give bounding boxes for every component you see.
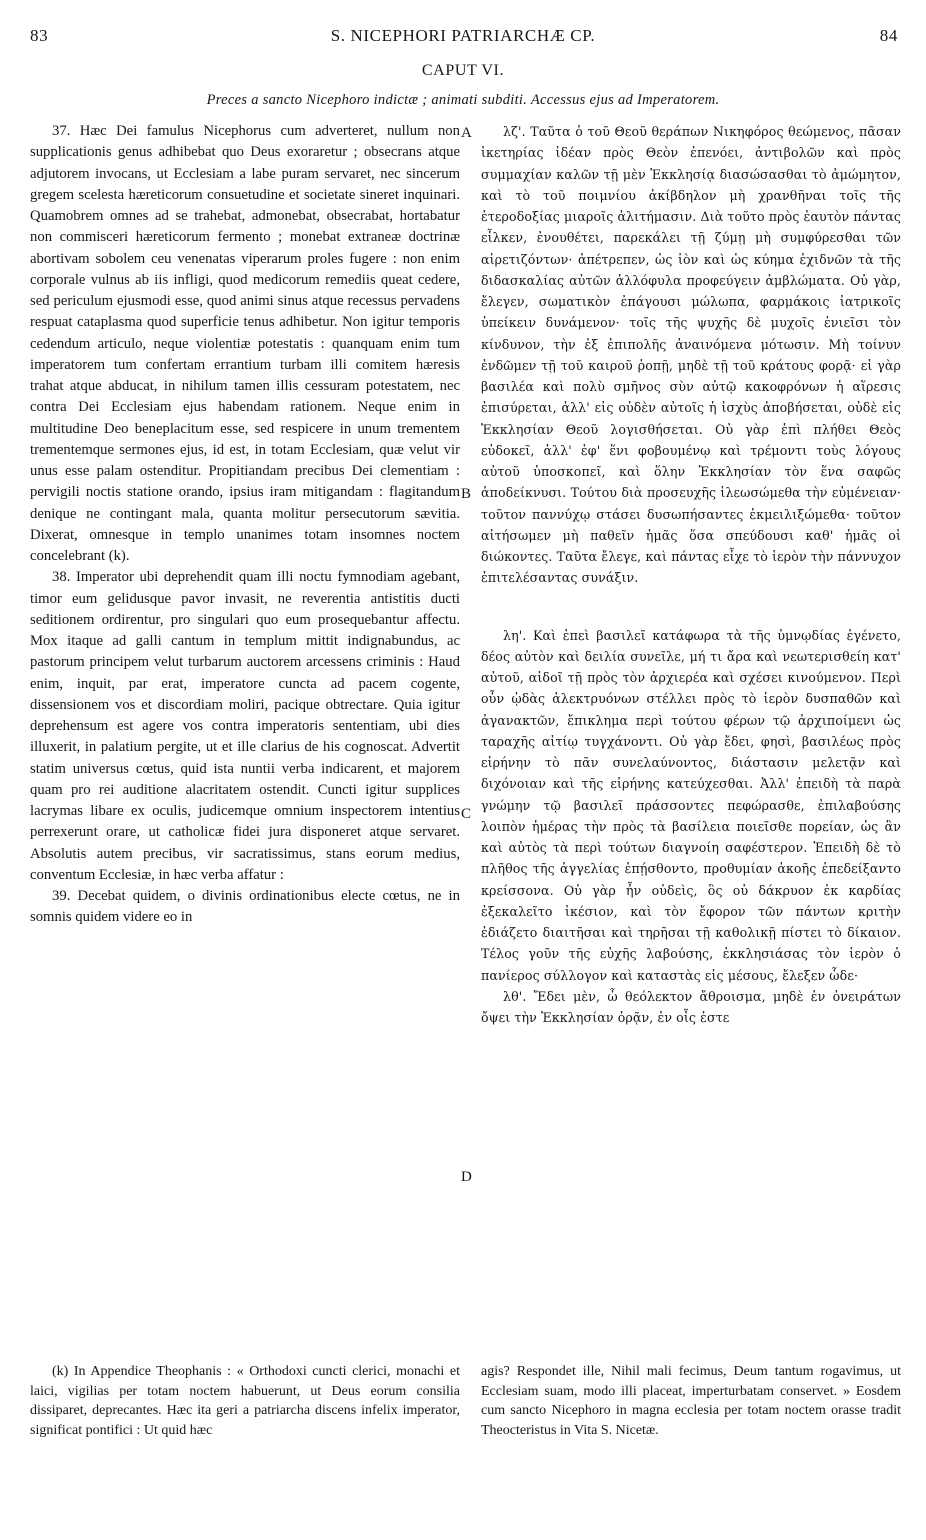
greek-paragraph-39: λθ'. Ἔδει μὲν, ὦ θεόλεκτον ἄθροισμα, μηδὲ ἐν ὀνειράτων ὄψει τὴν Ἐκκλησίαν ὁρᾷν, ἐν οἷς ἐστε bbox=[481, 988, 901, 1025]
greek-column bbox=[481, 121, 901, 1028]
greek-paragraph-37: λζ'. Ταῦτα ὁ τοῦ Θεοῦ θεράπων Νικηφόρος θεώμενος, πᾶσαν ἱκετηρίας ἰδέαν πρὸς Θεὸν ἐπενόει, ἀντιβολῶν καὶ πρὸς συμμαχίαν καλῶν τῇ μὲν Ἐκκλησίᾳ διασώσασθαι τὸ ἀμώμητον, καὶ τὸ τοῦ ποιμνίου ἀκίβδηλον μὴ χρανθῆναι τοῖς τῆς ἑτεροδοξίας μιαροῖς ἀλιτήμασιν. Διὰ τοῦτο πρὸς ἑαυτὸν πάντας εἷλκεν, ἐνουθέτει, παρεκάλει τῇ ζύμῃ μὴ συμφύρεσθαι τῶν αἱρετιζόντων· ἀπέτρεπεν, ὡς ἰὸν καὶ ὡς κύημα ἐχιδνῶν τὰ τῆς διδασκαλίας αὐτῶν ἀλλόφυλα προφεύγειν ἀμβλώματα. Οὐ γὰρ, ἔλεγεν, σωματικὸν ἐπάγουσι μώλωπα, φαρμάκοις ἰατρικοῖς ὑπείκειν δυνάμενον· τοῖς τῆς ψυχῆς δὲ μυχοῖς ἐνιεῖσι τὸν κίνδυνον, τὴν ἐξ ἐπιπολῆς ἀναινόμενα μότωσιν. Μὴ τοίνυν ἐνδῶμεν τῇ τοῦ καιροῦ ῥοπῇ, μηδὲ τῇ τοῦ κράτους φορᾷ· εἰ γὰρ βασιλέα καὶ πολὺ σμῆνος σὺν αὐτῷ κακοφρόνων ἡ αἵρεσις ἐπισύρεται, ἀλλ' εἰς οὐδὲν αὐτοῖς ἡ ἰσχὺς ἀποβήσεται, οὐδὲ εἰς Ἐκκλησίαν Θεοῦ λογισθήσεται. Οὐ γὰρ ἐπὶ πλήθει Θεὸς εὐδοκεῖ, ἀλλ' ἐφ' ἕνι φοβουμένῳ καὶ τρέμοντι τοὺς λόγους αὐτοῦ ὑποσκοπεῖ, καὶ ὅλην Ἐκκλησίαν τὸν ἕνα σαφῶς ἀποδείκνυσι. Τούτου διὰ προσευχῆς ἱλεωσώμεθα τὴν εὐμένειαν· τοῦτον παννύχῳ στάσει δυσωπήσαντες ἐκμειλιξώμεθα· τοῦτον αἰτήσωμεν μὴ παθεῖν ἡμᾶς ὅσα σπεύδουσι καθ' ἡμᾶς οἱ διώκοντες. Ταῦτα ἔλεγε, καὶ πάντας εἶχε τὸ ἱερὸν τὴν πάννυχον ἐπιτελέσαντας συνάξιν. bbox=[481, 124, 901, 586]
latin-paragraph-38: 38. Imperator ubi deprehendit quam illi noctu fymnodiam agebant, timor eum gelidusque pavor invasit, ne reverentia antistitis ducti seditionem ordirentur, pro singulari quo eum prosequebantur affectu. Mox itaque ad galli cantum in templum mittit indignabundus, ac pastorum principem velut turbarum auctorem arcessens criminis : Haud enim, inquit, par erat, imperatore cuncta ad pacem cogente, dissensionem vos et discordiam moliri, pacique obtrectare. Quia igitur deprehensum est agere vos contra imperatoris sententiam, ubi dies illuxerit, in palatium pergite, ut et ille clarius de his cognoscat. Advertit statim universus cœtus, quid ista nuntii verba indicarent, et majorem quam pro rei auditione alacritatem ostendit. Cuncti igitur supplices lacrymas libare ex oculis, judicemque omnium inspectorem intentius perrexerunt orare, ut catholicæ fidei jura disponeret atque servaret. Absolutis autem precibus, vir sacratissimus, stans eorum medius, conventum Ecclesiæ, in hæc verba affatur : bbox=[30, 569, 460, 883]
chapter-heading: CAPUT VI. bbox=[421, 62, 505, 79]
latin-column bbox=[30, 121, 460, 929]
margin-marker-c: C bbox=[461, 806, 472, 822]
running-title: S. NICEPHORI PATRIARCHÆ CP. bbox=[330, 26, 596, 45]
page-number-left: 83 bbox=[30, 26, 49, 45]
greek-paragraph-38: λη'. Καὶ ἐπεὶ βασιλεῖ κατάφωρα τὰ τῆς ὑμνῳδίας ἐγένετο, δέος αὐτὸν καὶ δειλία συνεῖλε, μή τι ἄρα καὶ νεωτερισθείη κατ' αὐτοῦ, αἰδοῖ τῇ πρὸς τὸν ἀρχιερέα καὶ σχέσει κινούμενον. Περὶ οὖν ᾠδὰς ἀλεκτρυόνων στέλλει πρὸς τὸ ἱερὸν δυσπαθῶν καὶ ἀγανακτῶν, ἔπικλημα περὶ τούτου φέρων τῷ ἀρχιποίμενι ὡς ταραχῆς αἰτίῳ τυγχάνοντι. Οὐ γὰρ ἔδει, φησὶ, βασιλέως πρὸς εἰρήνην τὸ πᾶν συνελαύνοντος, διάστασιν μελετᾷν καὶ διχόνοιαν καὶ τῆς εἰρήνης κατεύχεσθαι. Ἀλλ' ἐπειδὴ τὰ παρὰ γνώμην τῷ βασιλεῖ πράσσοντες πεφώρασθε, ἐπιλαβούσης λοιπὸν ἡμέρας τὴν πρὸς τὰ βασίλεια ποιεῖσθε πορείαν, ὡς ἂν καὶ αὐτὸς τὰ περὶ τούτων διαγνοίη σαφέστερον. Ἐπειδὴ δὲ τὸ πλῆθος τῆς ἀγγελίας ἐπῄσθοντο, προθυμίαν ἀκοῆς ἐπεδείξαντο κρείσσονα. Οὐ γὰρ ἦν οὐδεὶς, ὃς οὐ δάκρυον ἐκ καρδίας ἐξεκαλεῖτο ἱκέσιον, καὶ τὸν ἔφορον τῶν πάντων κριτὴν ἐδιάζετο διαιτῆσαι καὶ τηρῆσαι τῇ καθολικῇ πίστει τὸ δίκαιον. Τέλος γοῦν τῆς εὐχῆς λαβούσης, ἐκκλησιάσας τὸν ἱερὸν ὁ πανίερος σύλλογον καὶ καταστὰς εἰς μέσους, ἔλεξεν ὧδε· bbox=[481, 627, 901, 983]
footnote-left-text: (k) In Appendice Theophanis : « Orthodoxi cuncti clerici, monachi et laici, vigilias per totam noctem habuerunt, ut Deus eorum consilia dissiparet, deprecantes. Hæc ita geri a patriarcha discens infelix imperator, significat pontifici : Ut quid hæc bbox=[30, 1364, 460, 1438]
footnote-right bbox=[481, 1362, 901, 1440]
footnote-right-text: agis? Respondet ille, Nihil mali fecimus, Deum tantum rogavimus, ut Ecclesiam suam, modo illi placeat, imperturbatam conservet. » Eosdem cum sancto Nicephoro in magna ecclesia per totam noctem orasse tradit Theocteristus in Vita S. Nicetæ. bbox=[481, 1364, 901, 1438]
latin-paragraph-37: 37. Hæc Dei famulus Nicephorus cum adverteret, nullum non supplicationis genus adhibebat quo Deus exoraretur ; obsecrans atque adjutorem invocans, ut Ecclesiam a labe puram servaret, nec sincerum gregem scelesta hæreticorum consuetudine et societate sineret inquinari. Quamobrem omnes ad se trahebat, admonebat, obsecrabat, hortabatur non commisceri hæreticorum fermento ; monebat extraneæ doctrinæ abortivam sobolem ceu venenatas viperarum proles fugere : non enim corporale vulnus ab iis infligi, quod medicorum remediis queat cedere, sed periculum ejusmodi esse, quod animi sinus atque recessus pervadens respuat cataplasma quod superficie tenus adhibetur. Non igitur temporis cedendum articulo, neque violentiæ potestatis : quanquam enim tum imperatorem tum confertam errantium turbam illi comitem hæresis trahat atque abducat, in nihilum tamen illis cessuram potestatem, nec contra Dei Ecclesiam ejus habendam rationem. Neque enim in multitudine Deo beneplacitum esse, sed respicere in unum trementem trementemque sermones ejus, id est, in totam Ecclesiam, quæ velut vir unus esse palam ostenditur. Propitiandam precibus Dei clementiam : pervigili noctis statione orando, ipsius iram mitigandam : flagitandum denique ne contingant mala, quanta molitur persecutorum sævitia. Dixerat, omnesque in templo unanimes totam insomnes noctem concelebrant (k). bbox=[30, 123, 460, 564]
page-number-right: 84 bbox=[879, 26, 898, 45]
margin-marker-a: A bbox=[461, 125, 472, 141]
chapter-subtitle: Preces a sancto Nicephoro indictæ ; animati subditi. Accessus ejus ad Imperatorem. bbox=[206, 92, 720, 108]
latin-paragraph-39: 39. Decebat quidem, o divinis ordinationibus electe cœtus, ne in somnis quidem videre eo in bbox=[30, 888, 460, 926]
footnote-left bbox=[30, 1362, 460, 1440]
margin-marker-d: D bbox=[461, 1169, 472, 1185]
margin-marker-b: B bbox=[461, 486, 472, 502]
